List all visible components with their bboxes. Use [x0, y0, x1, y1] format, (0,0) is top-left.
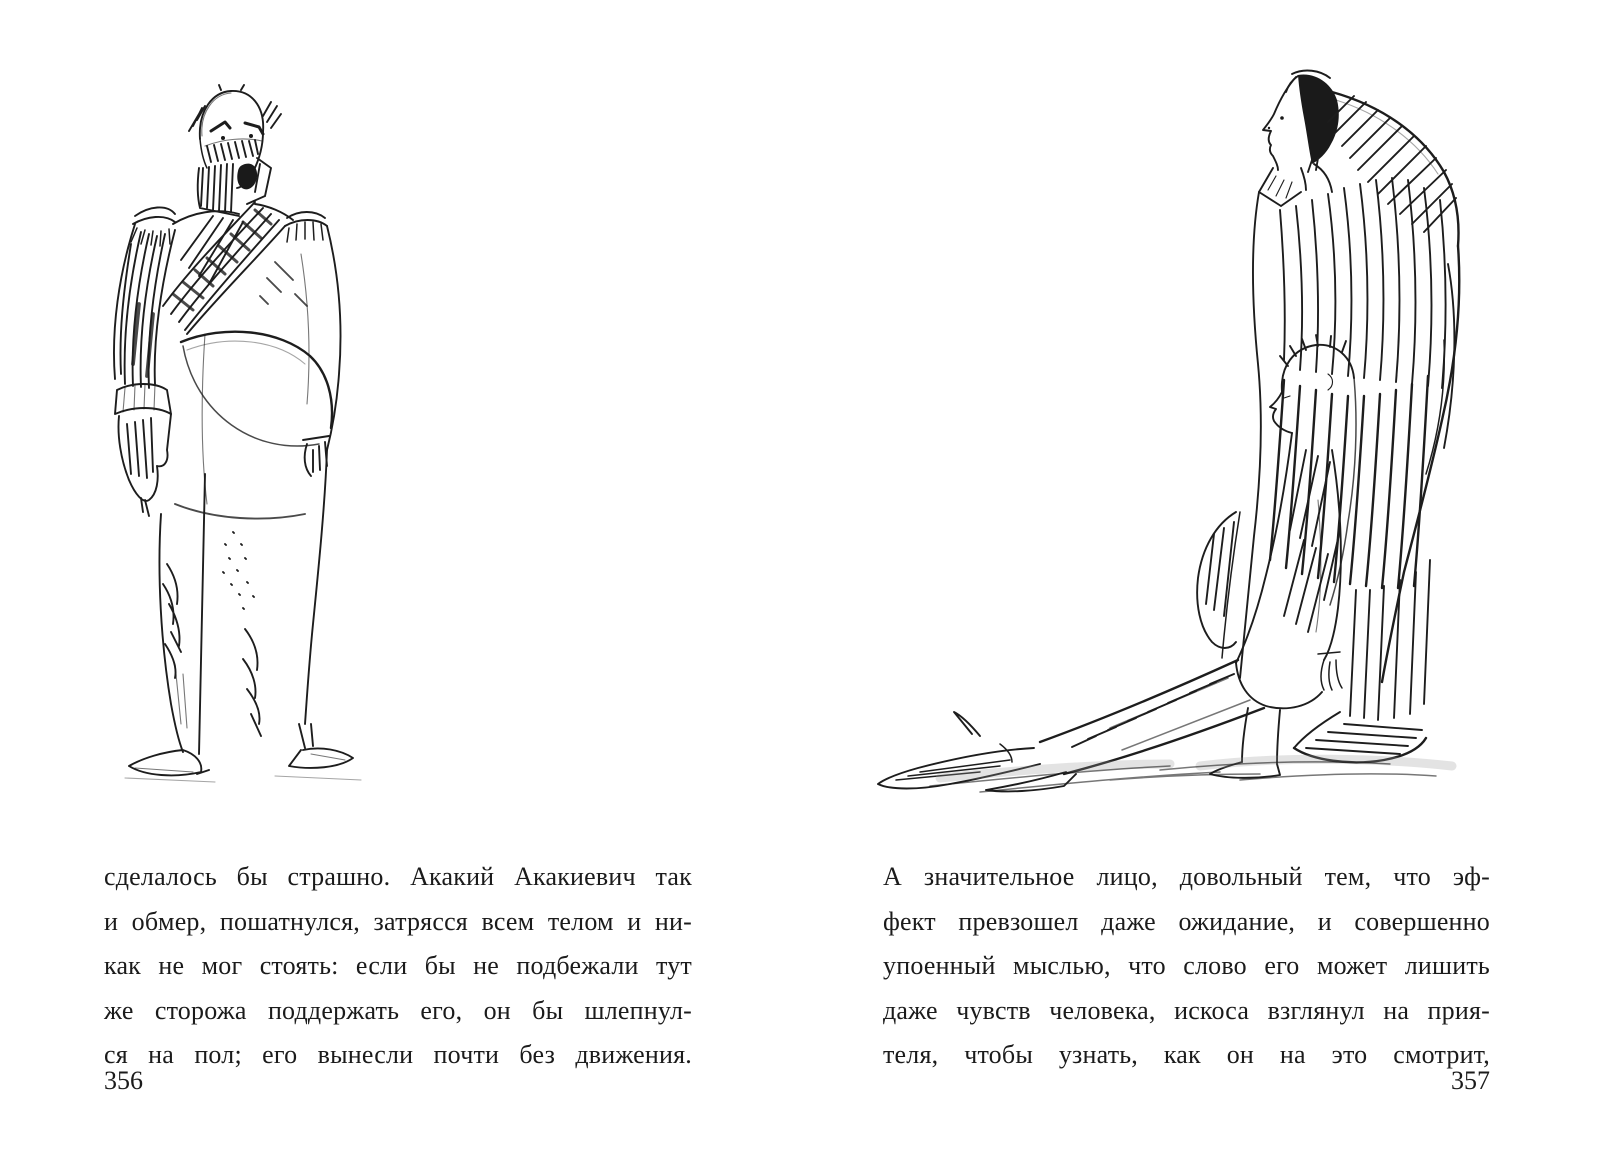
text-line: даже чувств человека, искоса взглянул на прия-: [883, 995, 1490, 1025]
text-line: и обмер, пошатнулся, затрясся всем телом и ни-: [104, 906, 692, 936]
text-line: ся на пол; его вынесли почти без движения.: [104, 1040, 692, 1069]
ground-shadow: [930, 759, 1452, 792]
left-page-text: [104, 855, 692, 1078]
text-line: А значительное лицо, довольный тем, что эф-: [883, 862, 1490, 891]
text-line: упоенный мыслью, что слово его может лишить: [883, 951, 1490, 980]
left-page-number: 356: [104, 1066, 143, 1095]
illustration-significant-person-sketch: [105, 84, 370, 784]
illustration-fainting-scene-sketch: [860, 60, 1494, 794]
right-page-number: 357: [1451, 1066, 1490, 1095]
figure-official: [114, 85, 361, 782]
text-line: же сторожа поддержать его, он бы шлепнул-: [104, 995, 692, 1025]
text-line: как не мог стоять: если бы не подбежали тут: [104, 951, 692, 980]
text-line: теля, чтобы узнать, как он на это смотрит,: [883, 1040, 1490, 1069]
text-line: сделалось бы страшно. Акакий Акакиевич так: [104, 862, 692, 891]
right-page-text: [883, 855, 1490, 1078]
text-line: фект превзошел даже ожидание, и совершенно: [883, 906, 1490, 936]
figure-fainting-man: [878, 335, 1356, 791]
